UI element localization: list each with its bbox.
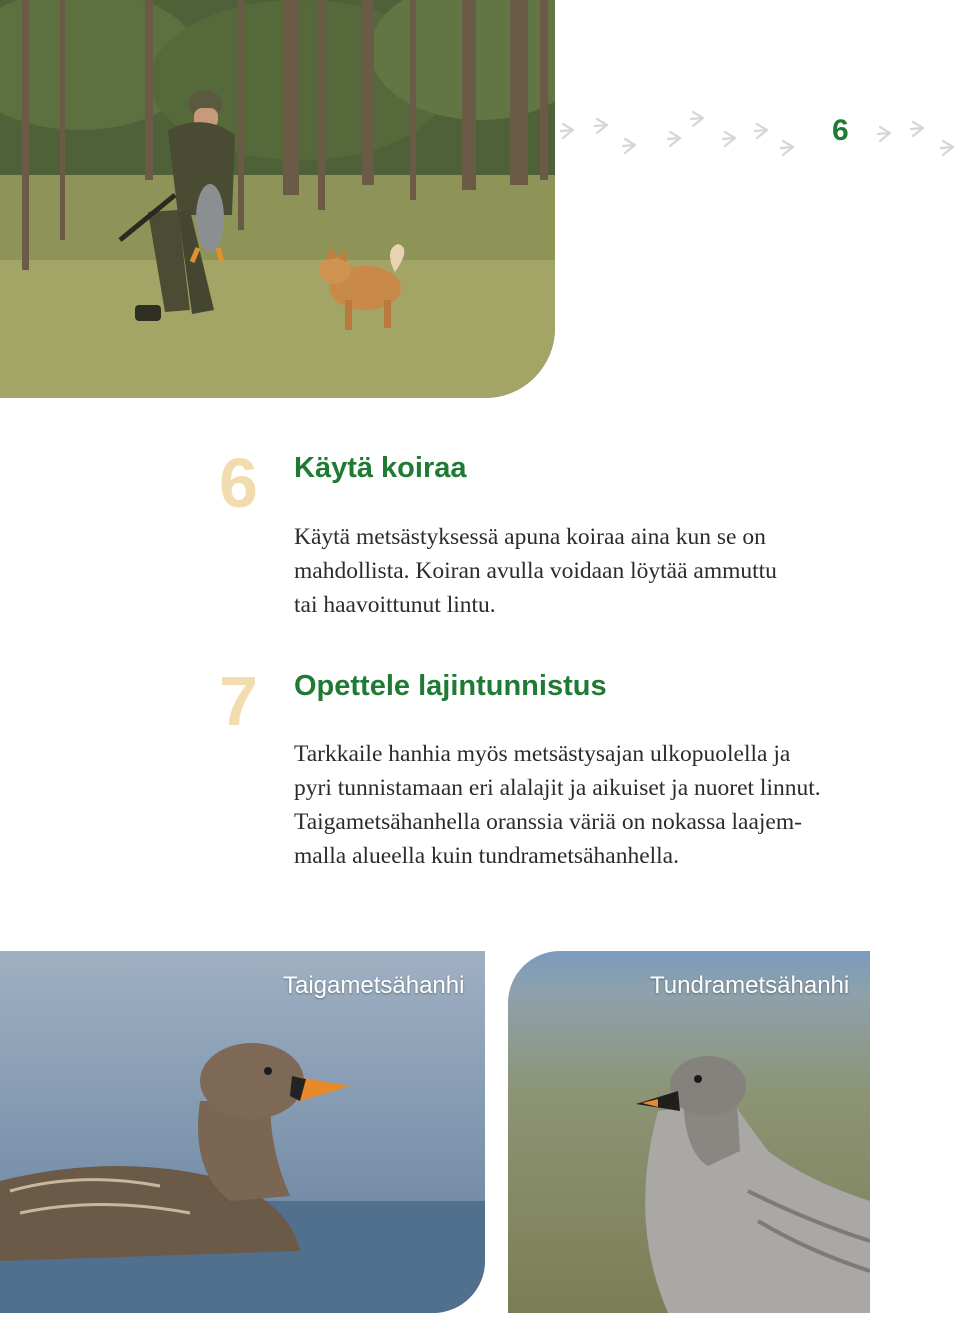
hunter-dog-photo: [0, 0, 555, 398]
section-body-use-dog: Käytä metsästyksessä apuna koiraa aina kun se on mahdollista. Koiran avulla voidaan löytää ammuttu tai haavoittunut lintu.: [294, 524, 777, 618]
taiga-bean-goose-photo: [0, 951, 485, 1313]
section-number-6: 6: [219, 444, 258, 522]
tundra-goose-caption: Tundrametsähanhi: [650, 972, 850, 999]
bird-tracks-decoration: [555, 100, 960, 160]
section-heading-species-identification: Opettele lajintunnistus: [294, 670, 607, 702]
forest-scene-illustration: [0, 0, 555, 398]
taiga-goose-caption: Taigametsähanhi: [283, 972, 465, 999]
page-number: 6: [832, 114, 849, 147]
tundra-bean-goose-photo: [508, 951, 870, 1313]
taiga-goose-illustration: [0, 951, 485, 1313]
section-body-species-identification: Tarkkaile hanhia myös metsästysajan ulkopuolella ja pyri tunnistamaan eri alalajit ja aikuiset ja nuoret linnut. Taigametsähanhella oranssia väriä on nokassa laajem- malla alueella kuin tundrametsähanhella.: [294, 741, 821, 869]
section-heading-use-dog: Käytä koiraa: [294, 452, 467, 484]
section-number-7: 7: [219, 662, 258, 740]
tundra-goose-illustration: [508, 951, 870, 1313]
